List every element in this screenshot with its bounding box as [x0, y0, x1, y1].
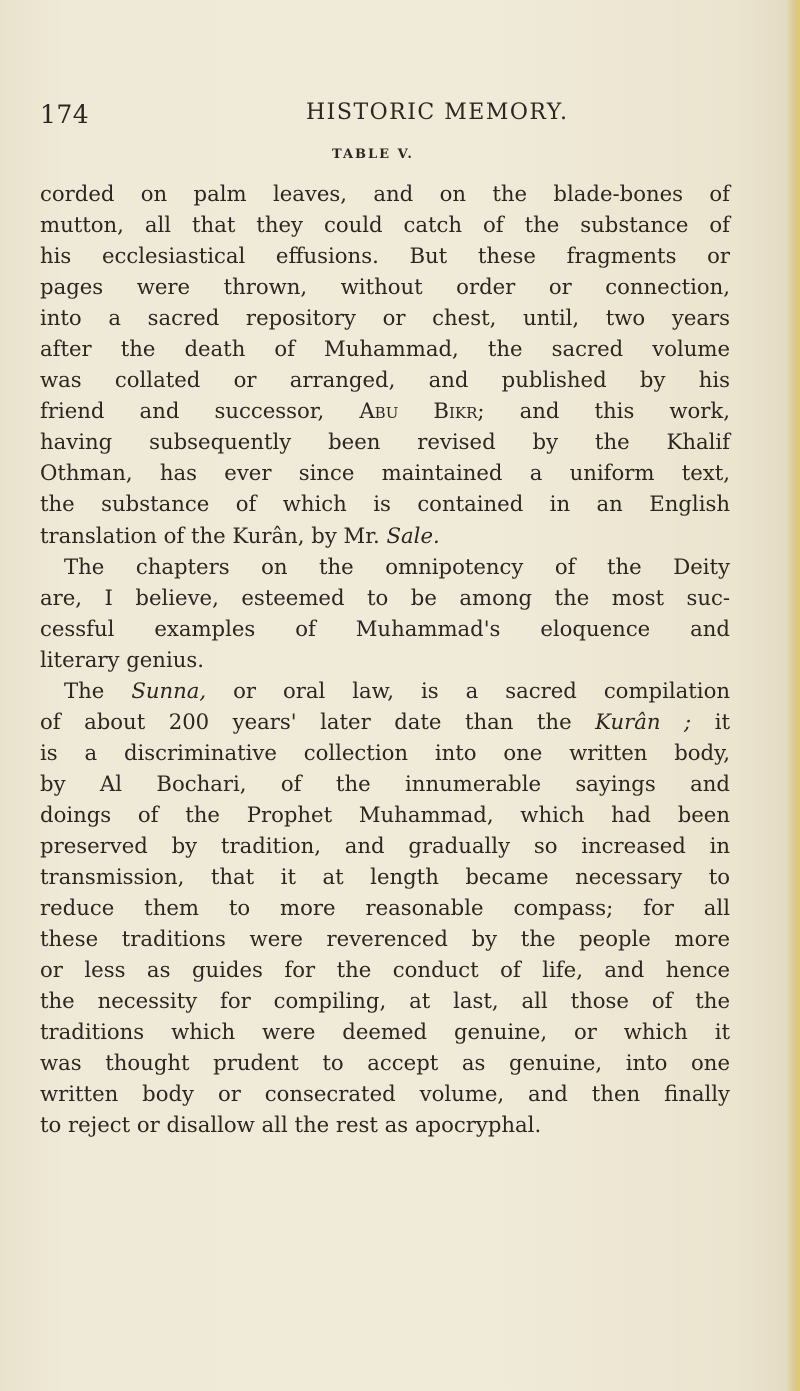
text-line: into a sacred repository or chest, until, two years — [40, 305, 730, 331]
text-segment: it — [714, 708, 730, 734]
section-label: TABLE V. — [332, 147, 414, 162]
page-edge — [786, 0, 800, 1391]
text-line: was thought prudent to accept as genuine, into one — [40, 1050, 730, 1076]
text-line: after the death of Muhammad, the sacred volume — [40, 336, 730, 362]
text-line: are, I believe, esteemed to be among the most suc- — [40, 584, 730, 610]
text-line: corded on palm leaves, and on the blade-bones of — [40, 181, 730, 206]
text-segment: translation of the Kurân, by Mr. — [40, 522, 380, 548]
text-line: pages were thrown, without order or connection, — [40, 274, 730, 300]
text-line: or less as guides for the conduct of life, and hence — [40, 957, 730, 983]
italic-term: Kurân ; — [595, 708, 692, 734]
author-name: Sale. — [386, 522, 440, 548]
text-line: reduce them to more reasonable compass; for all — [40, 895, 730, 921]
person-name: Abu Bikr — [359, 398, 478, 424]
text-segment: friend and successor, — [40, 398, 325, 424]
text-line: his ecclesiastical effusions. But these fragments or — [40, 243, 730, 269]
text-segment: of about 200 years' later date than the — [40, 708, 572, 734]
text-line: written body or consecrated volume, and then finally — [40, 1081, 730, 1107]
text-line: the substance of which is contained in an English — [40, 491, 730, 517]
text-line: cessful examples of Muhammad's eloquence and — [40, 615, 730, 641]
italic-term: Sunna, — [131, 677, 207, 703]
page-number: 174 — [40, 100, 90, 129]
text-line: mutton, all that they could catch of the substance of — [40, 212, 730, 238]
page-header — [40, 100, 720, 136]
text-line: by Al Bochari, of the innumerable sayings and — [40, 770, 730, 796]
text-line: preserved by tradition, and gradually so increased in — [40, 832, 730, 858]
text-segment: or oral law, is a sacred compilation — [233, 677, 730, 703]
paragraph-start — [40, 675, 730, 706]
text-line: traditions which were deemed genuine, or which it — [40, 1019, 730, 1045]
text-line: was collated or arranged, and published by his — [40, 367, 730, 393]
text-line: the necessity for compiling, at last, all those of the — [40, 988, 730, 1014]
body-text — [40, 178, 730, 1140]
text-line: doings of the Prophet Muhammad, which had been — [40, 801, 730, 827]
text-segment: ; and this work, — [477, 398, 730, 424]
running-title: HISTORIC MEMORY. — [306, 100, 569, 125]
text-line — [40, 706, 730, 737]
text-line: transmission, that it at length became necessary to — [40, 864, 730, 890]
paragraph-start: The chapters on the omnipotency of the Deity — [64, 553, 730, 579]
text-segment: The — [64, 677, 105, 703]
text-line — [40, 395, 730, 426]
text-line — [40, 520, 730, 551]
text-line: Othman, has ever since maintained a uniform text, — [40, 460, 730, 486]
text-line: is a discriminative collection into one written body, — [40, 739, 730, 765]
text-line: these traditions were reverenced by the people more — [40, 926, 730, 952]
text-line: to reject or disallow all the rest as apocryphal. — [40, 1112, 542, 1138]
text-line: literary genius. — [40, 646, 204, 672]
text-line: having subsequently been revised by the Khalif — [40, 429, 730, 455]
